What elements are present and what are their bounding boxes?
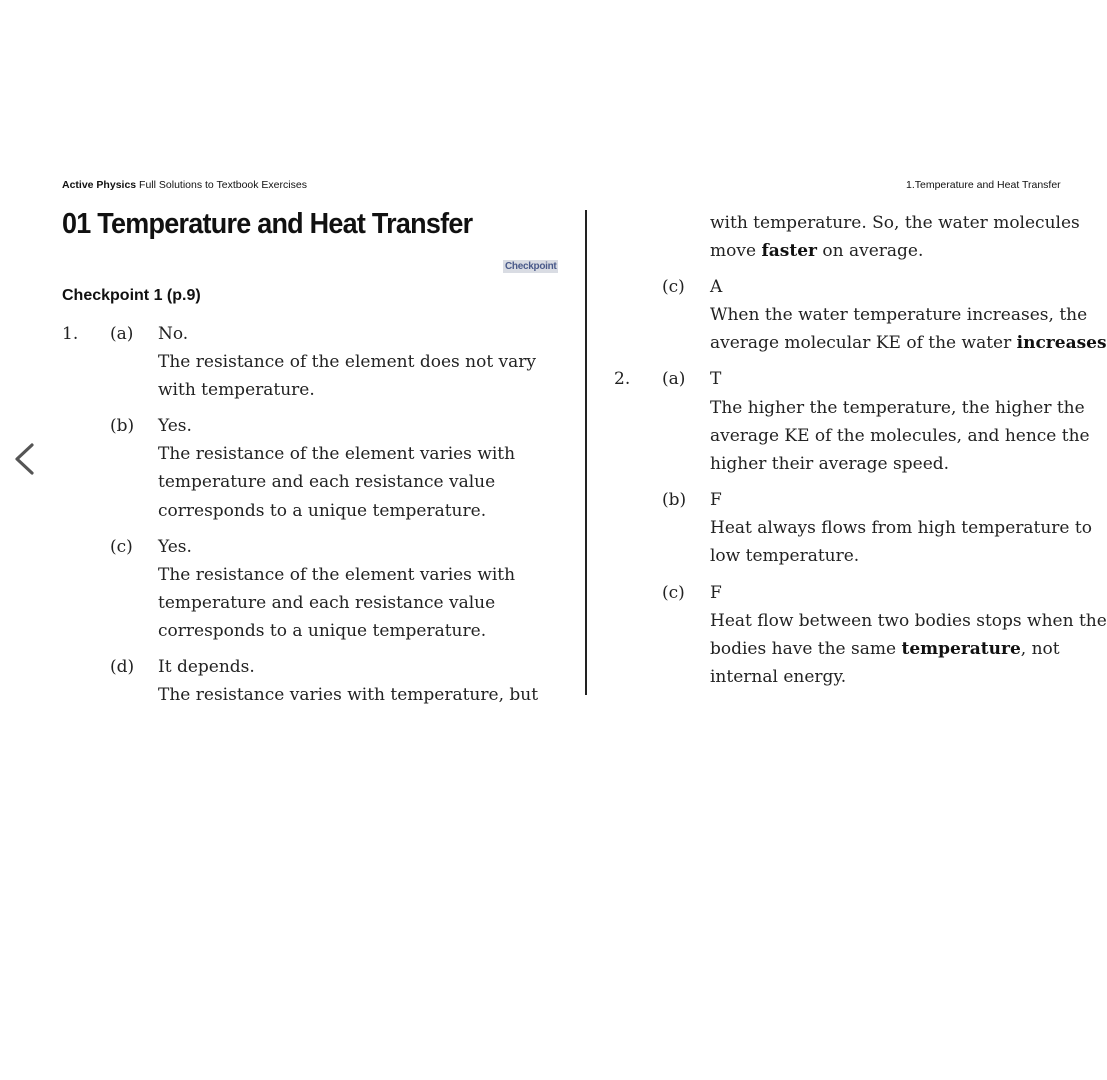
chapter-title: 01 Temperature and Heat Transfer [62,208,473,240]
explanation-line: average KE of the molecules, and hence the [710,426,1090,446]
explanation-line: Heat flow between two bodies stops when the [710,611,1107,631]
part-label: (c) [110,537,133,557]
answer-text: Yes. [158,416,192,436]
section-title: Checkpoint 1 (p.9) [62,287,201,304]
explanation-line: with temperature. So, the water molecules [710,213,1080,233]
answer-text: It depends. [158,657,255,677]
explanation-line: higher their average speed. [710,454,950,474]
explanation-line: corresponds to a unique temperature. [158,621,487,641]
explanation-line: The resistance of the element does not vary [158,352,537,372]
answer-text: A [710,277,723,297]
running-header-right: 1.Temperature and Heat Transfer [906,179,1061,191]
explanation-line: bodies have the same temperature, not [710,639,1060,659]
answer-text: F [710,583,722,603]
explanation-line: temperature and each resistance value [158,472,496,492]
emphasis-text: faster [761,241,817,261]
answer-text: F [710,490,722,510]
answer-text: T [710,369,722,389]
question-number: 1. [62,324,79,344]
column-divider [585,210,587,695]
explanation-line: with temperature. [158,380,315,400]
question-number: 2. [614,369,631,389]
explanation-line: move faster on average. [710,241,924,261]
explanation-line: low temperature. [710,546,860,566]
answer-text: Yes. [158,537,192,557]
part-label: (d) [110,657,135,677]
part-label: (b) [110,416,135,436]
book-subtitle: Full Solutions to Textbook Exercises [136,179,307,191]
explanation-line-clipped: The resistance varies with temperature, but [158,685,539,705]
part-label: (c) [662,277,685,297]
explanation-line: internal energy. [710,667,847,687]
explanation-line: When the water temperature increases, the [710,305,1088,325]
emphasis-text: increases [1016,333,1107,353]
explanation-line: The resistance of the element varies with [158,565,516,585]
explanation-line: corresponds to a unique temperature. [158,501,487,521]
part-label: (b) [662,490,687,510]
emphasis-text: temperature [901,639,1021,659]
document-page [0,170,1107,705]
part-label: (a) [662,369,686,389]
explanation-line: average molecular KE of the water increases [710,333,1107,353]
book-title: Active Physics [62,179,137,191]
explanation-line: Heat always flows from high temperature to [710,518,1092,538]
answer-text: No. [158,324,189,344]
explanation-line: temperature and each resistance value [158,593,496,613]
explanation-line: The resistance of the element varies with [158,444,516,464]
part-label: (a) [110,324,134,344]
running-header-left [62,179,307,191]
checkpoint-tag: Checkpoint [505,261,557,272]
part-label: (c) [662,583,685,603]
explanation-line: The higher the temperature, the higher the [710,398,1085,418]
